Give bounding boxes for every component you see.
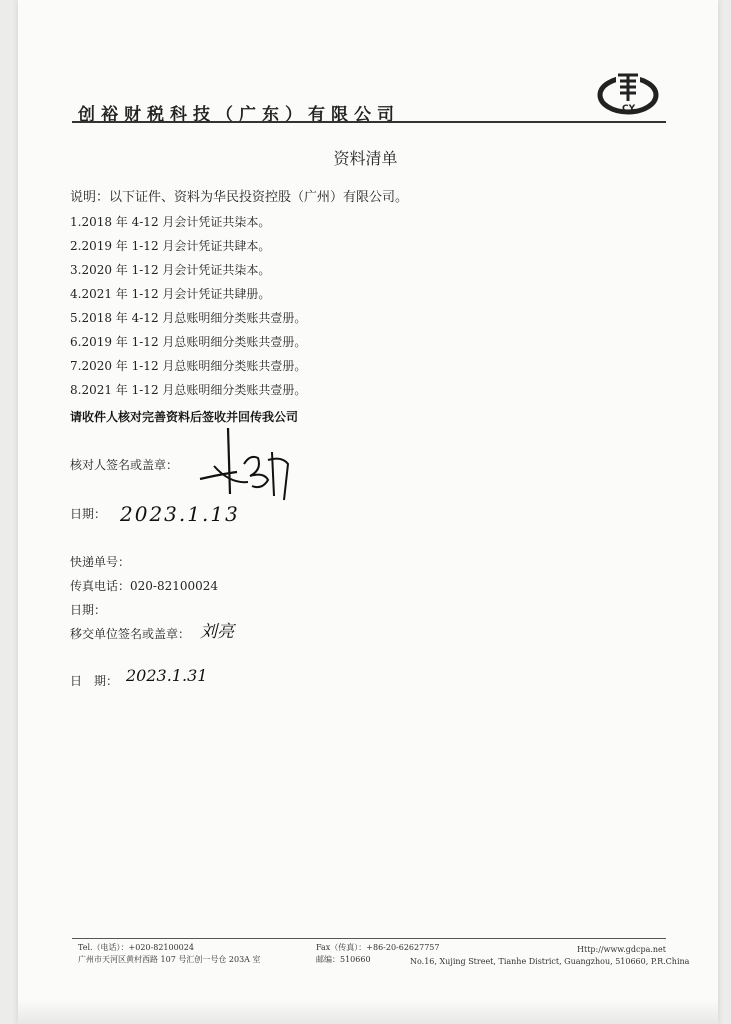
final-date-label: 日 期： [70, 674, 119, 688]
footer-fax: Fax（传真）：+86-20-62627757 [316, 943, 440, 952]
footer-address-en: No.16, Xujing Street, Tianhe District, Guangzhou, 510660, P.R.China [410, 957, 690, 966]
company-name: 创裕财税科技（广东）有限公司 [78, 105, 400, 125]
list-item: 1.2018 年 4-12 月会计凭证共柒本。 [70, 215, 271, 229]
document-title: 资料清单 [333, 149, 398, 168]
intro-text: 说明：以下证件、资料为华民投资控股（广州）有限公司。 [70, 190, 409, 205]
footer-address-cn: 广州市天河区黄村西路 107 号汇创一号仓 203A 室 [78, 955, 261, 964]
notice-text: 请收件人核对完善资料后签收并回传我公司 [70, 410, 299, 424]
receiver-date-value: 2023.1.13 [120, 502, 240, 526]
transfer-signature: 刘亮 [200, 622, 234, 642]
list-item: 3.2020 年 1-12 月会计凭证共柒本。 [70, 263, 271, 277]
final-date-value: 2023.1.31 [126, 666, 208, 685]
fax-phone: 传真电话：020-82100024 [70, 579, 219, 593]
list-item: 7.2020 年 1-12 月总账明细分类账共壹册。 [70, 359, 307, 373]
list-item: 6.2019 年 1-12 月总账明细分类账共壹册。 [70, 335, 307, 349]
company-logo [596, 67, 660, 117]
transfer-sign-label: 移交单位签名或盖章： [70, 627, 191, 641]
receiver-date-label: 日期： [70, 507, 107, 521]
list-item: 5.2018 年 4-12 月总账明细分类账共壹册。 [70, 311, 307, 325]
logo-text: CY [622, 104, 636, 114]
page-shadow [18, 1000, 718, 1024]
list-item: 2.2019 年 1-12 月会计凭证共肆本。 [70, 239, 271, 253]
footer-website[interactable]: Http://www.gdcpa.net [577, 945, 667, 954]
footer-divider [72, 938, 666, 939]
list-item: 4.2021 年 1-12 月会计凭证共肆册。 [70, 287, 271, 301]
footer-tel: Tel.（电话）：+020-82100024 [78, 943, 194, 952]
footer-postcode: 邮编：510660 [316, 955, 371, 964]
courier-date-label: 日期： [70, 603, 107, 617]
header-divider [72, 121, 666, 123]
tracking-label: 快递单号： [70, 555, 131, 569]
receiver-signature [192, 424, 304, 506]
list-item: 8.2021 年 1-12 月总账明细分类账共壹册。 [70, 383, 307, 397]
receiver-sign-label: 核对人签名或盖章： [70, 458, 179, 472]
